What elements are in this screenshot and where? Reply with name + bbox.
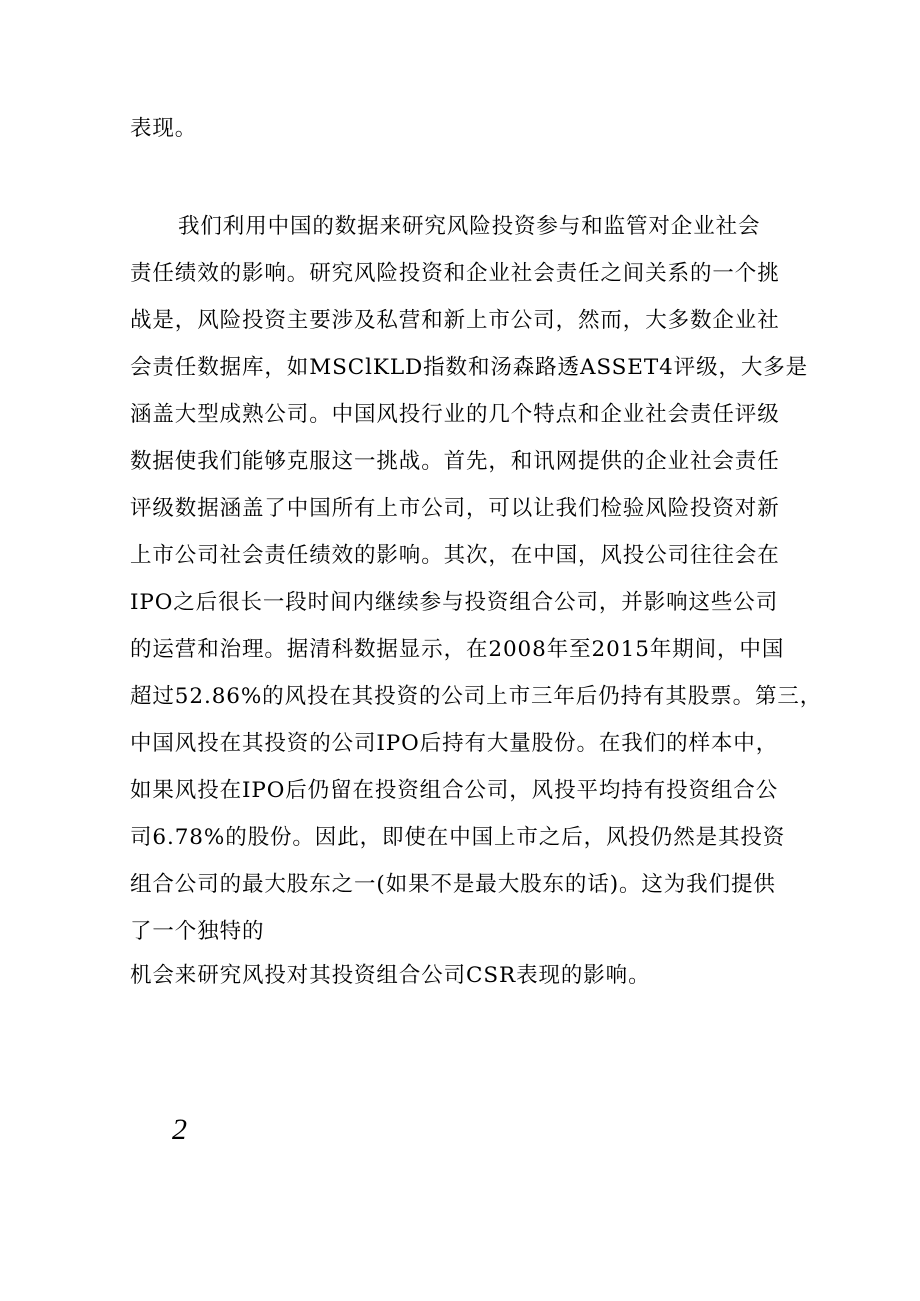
page-number: 2: [172, 1113, 187, 1146]
paragraph-line: 我们利用中国的数据来研究风险投资参与和监管对企业社会: [178, 214, 761, 239]
paragraph-line: 会责任数据库，如MSClKLD指数和汤森路透ASSET4评级，大多是: [130, 355, 809, 380]
paragraph-line: 组合公司的最大股东之一(如果不是最大股东的话)。这为我们提供: [130, 872, 776, 897]
paragraph-line: 评级数据涵盖了中国所有上市公司，可以让我们检验风险投资对新: [130, 496, 780, 521]
paragraph-line: 中国风投在其投资的公司IPO后持有大量股份。在我们的样本中，: [130, 731, 779, 756]
continuation-line: 表现。: [130, 116, 198, 141]
paragraph-line: 如果风投在IPO后仍留在投资组合公司，风投平均持有投资组合公: [130, 778, 779, 803]
paragraph-line: 上市公司社会责任绩效的影响。其次，在中国，风投公司往往会在: [130, 543, 780, 568]
paragraph-line: 超过52.86%的风投在其投资的公司上市三年后仍持有其股票。第三，: [130, 684, 823, 709]
paragraph-line: 战是，风险投资主要涉及私营和新上市公司，然而，大多数企业社: [130, 308, 780, 333]
paragraph-line: 责任绩效的影响。研究风险投资和企业社会责任之间关系的一个挑: [130, 261, 780, 286]
paragraph-line: 了一个独特的: [130, 919, 265, 944]
paragraph-line: 数据使我们能够克服这一挑战。首先，和讯网提供的企业社会责任: [130, 449, 780, 474]
paragraph-line: 司6.78%的股份。因此，即使在中国上市之后，风投仍然是其投资: [130, 825, 786, 850]
paragraph-line: 的运营和治理。据清科数据显示，在2008年至2015年期间，中国: [130, 637, 785, 662]
paragraph-line: 涵盖大型成熟公司。中国风投行业的几个特点和企业社会责任评级: [130, 402, 780, 427]
paragraph-line: 机会来研究风投对其投资组合公司CSR表现的影响。: [130, 963, 651, 988]
paragraph-line: IPO之后很长一段时间内继续参与投资组合公司，并影响这些公司: [130, 590, 779, 615]
